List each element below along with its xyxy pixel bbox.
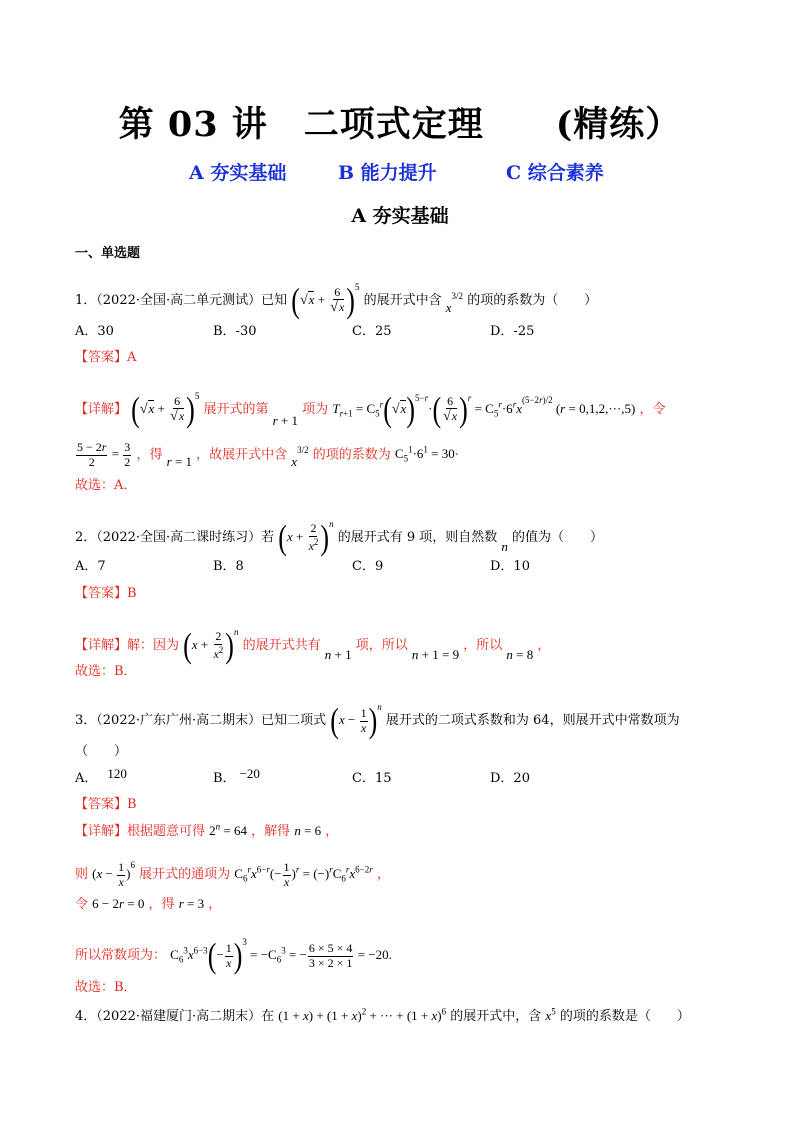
option-b[interactable]: B．8 (213, 559, 244, 574)
question-number: 3． (75, 713, 97, 728)
option-b[interactable]: B． −20 (213, 766, 260, 786)
nav-link-a[interactable]: A 夯实基础 (189, 162, 287, 184)
detail-line-2: $\frac{5 - 2r}{2}$ = $\frac{3}{2}$ ，得 r = 1 ，故展开式中含 $x^{3/2}$ 的项的系数为 $C_5^1\cdot 6^1 = 30\cdot$ (77, 440, 459, 470)
question-number: 2． (75, 530, 97, 545)
formula: (x − $\frac{1}{x}$ )$^6$ (92, 859, 135, 889)
formula: $2^n = 64$ (209, 821, 248, 838)
formula: r = 1 (166, 454, 192, 470)
option-c[interactable]: C．9 (352, 559, 384, 574)
answer-label: 【答案】B (75, 586, 137, 601)
formula: $C_6^rx^{6-r}(-$ $\frac{1}{x}$ )$^r = (-)^rC_6^rx^{6-2r}$ (234, 859, 373, 889)
option-d[interactable]: D．20 (490, 771, 530, 786)
formula: $\frac{5 - 2r}{2}$ = $\frac{3}{2}$ (77, 440, 131, 469)
question-source: （2022·广东广州·高二期末）已知二项式 (96, 713, 327, 728)
formula: $T_{r+1} = C_5^r(√x)^{5-r}\cdot$( $\frac{6}{√x}$ )$^r = C_5^r\cdot 6^rx^{(5-2r)/2}$ (r = 0,1,2,···,5) (332, 389, 636, 429)
formula: (x − $\frac{1}{x}$ )$^n$ (330, 700, 382, 740)
formula: 6 − 2r = 0 (92, 896, 145, 911)
question-source: （2022·全国·高二课时练习）若 (96, 530, 275, 545)
question-number: 4． (75, 1009, 97, 1024)
option-c[interactable]: C．15 (352, 771, 392, 786)
question-source: （2022·福建厦门·高二期末）在 (96, 1009, 275, 1024)
question-number: 1． (75, 293, 97, 308)
detail: 【详解】 (√x + $\frac{6}{√x}$ )$^5$ 展开式的第 r + 1 项为 $T_{r+1} = C_5^r(√x)^{5-r}\cdot$( $\frac{6}{√x}$ )$^r = C_5^r\cdot 6^rx^{(5-2r)/2}$ (r = 0,1,2,···,5) ，令 (75, 389, 666, 429)
formula: n = 8 (506, 647, 534, 662)
conclusion: 故选：A． (75, 478, 137, 493)
answer-label: 【答案】B (75, 797, 137, 812)
detail: 【详解】根据题意可得 $2^n = 64$ ，解得 n = 6 ， (75, 821, 339, 839)
nav-link-c[interactable]: C 综合素养 (506, 162, 604, 184)
formula: n = 6 (294, 823, 322, 838)
nav-link-b[interactable]: B 能力提升 (338, 162, 437, 184)
formula: $x^5$ (545, 1006, 556, 1023)
question-2: 2．（2022·全国·高二课时练习）若 (x + $\frac{2}{x^2}$ )$^n$ 的展开式有 9 项，则自然数 n 的值为（ ） (75, 517, 604, 557)
formula: (√x + $\frac{6}{√x}$ )$^5$ (131, 389, 200, 429)
formula: $C_5^1\cdot 6^1 = 30$ (394, 445, 455, 464)
option-a[interactable]: A．7 (75, 559, 106, 574)
question-3: 3．（2022·广东广州·高二期末）已知二项式 (x − $\frac{1}{x}$ )$^n$ 展开式的二项式系数和为 64，则展开式中常数项为 (75, 700, 680, 740)
conclusion: 故选：B． (75, 980, 137, 995)
formula: n (501, 539, 508, 554)
option-b[interactable]: B．-30 (213, 324, 257, 339)
question-4: 4．（2022·福建厦门·高二期末）在 $(1 + x) + (1 + x)^2$ + ··· + $(1 + x)^6$ 的展开式中，含 $x^5$ 的项的系数是（ ） (75, 1006, 690, 1024)
formula: n + 1 (324, 647, 352, 662)
formula: (√x + $\frac{6}{√x}$ )$^5$ (291, 280, 360, 320)
formula: $x^{3/2}$ (291, 445, 309, 470)
question-source: （2022·全国·高二单元测试）已知 (96, 293, 288, 308)
formula: r + 1 (272, 413, 299, 428)
detail-line-3: 令 6 − 2r = 0 ，得 r = 3 ， (75, 896, 222, 912)
formula: $x^{3/2}$ (445, 290, 464, 315)
section-heading: A 夯实基础 (351, 205, 449, 227)
question-1: 1．（2022·全国·高二单元测试）已知 (√x + $\frac{6}{√x}$ )$^5$ 的展开式中含 $x^{3/2}$ 的项的系数为（ ） (75, 280, 598, 320)
detail-line-2: 则 (x − $\frac{1}{x}$ )$^6$ 展开式的通项为 $C_6^rx^{6-r}(-$ $\frac{1}{x}$ )$^r = (-)^rC_6^rx^{6-2r}$ ， (75, 859, 390, 889)
formula: r = 3 (178, 896, 205, 911)
formula: $(1 + x) + (1 + x)^2$ + ··· + $(1 + x)^6$ (278, 1006, 447, 1023)
formula: $C_6^3x^{6-3}(-$ $\frac{1}{x}$ )$^3 = -C_6^3$ = − $\frac{6 \times 5 \times 4}{3 \times 2 \times 1}$ = −20. (170, 935, 392, 975)
detail-line-4: 所以常数项为： $C_6^3x^{6-3}(-$ $\frac{1}{x}$ )$^3 = -C_6^3$ = − $\frac{6 \times 5 \times 4}{3 \times 2 \times 1}$ = −20. (75, 935, 392, 975)
page-title: 第 03 讲 二项式定理 (精练） (118, 104, 682, 145)
formula: (x + $\frac{2}{x^2}$ )$^n$ (183, 625, 239, 665)
answer-label: 【答案】A (75, 350, 137, 365)
category-heading: 一、单选题 (75, 246, 141, 261)
conclusion: 故选：B． (75, 664, 137, 679)
option-a[interactable]: A．30 (75, 324, 114, 339)
detail: 【详解】解：因为 (x + $\frac{2}{x^2}$ )$^n$ 的展开式共有 n + 1 项，所以 n + 1 = 9 ，所以 n = 8 ， (75, 625, 551, 665)
option-d[interactable]: D．10 (490, 559, 530, 574)
option-a[interactable]: A． 120 (75, 766, 127, 786)
formula: n + 1 = 9 (411, 647, 460, 662)
question-paren: （ ） (75, 744, 128, 759)
formula: (x + $\frac{2}{x^2}$ )$^n$ (278, 517, 334, 557)
option-d[interactable]: D．-25 (490, 324, 535, 339)
option-c[interactable]: C．25 (352, 324, 392, 339)
